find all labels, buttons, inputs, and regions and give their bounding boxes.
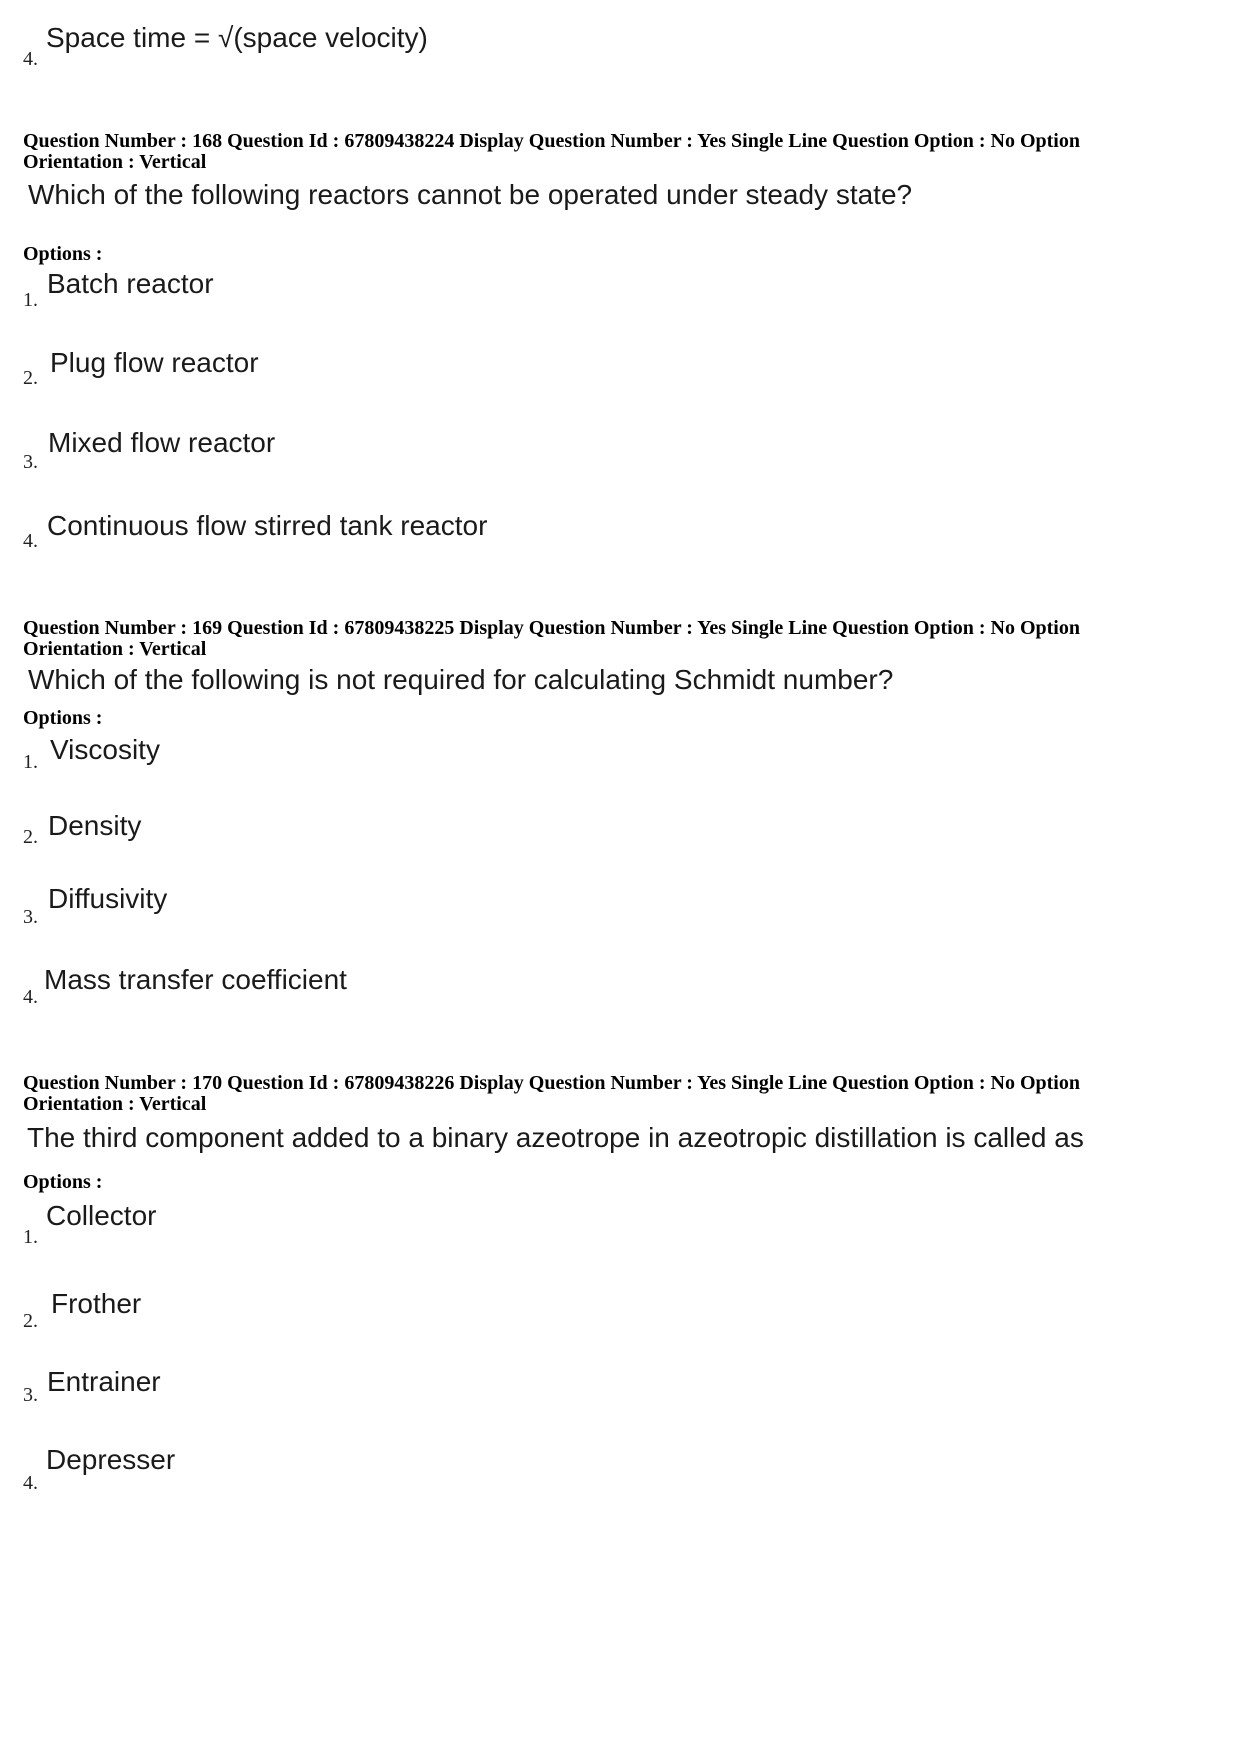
question-text: The third component added to a binary azeotrope in azeotropic distillation is called as [27, 1122, 1084, 1153]
question-metadata-line-2: Orientation : Vertical [23, 1093, 207, 1115]
option-number: 4. [23, 530, 38, 552]
options-label: Options : [23, 707, 103, 729]
option-number: 3. [23, 451, 38, 473]
option-text: Mass transfer coefficient [44, 964, 347, 995]
option-number: 2. [23, 367, 38, 389]
option-number: 1. [23, 289, 38, 311]
option-number: 4. [23, 1472, 38, 1494]
options-label: Options : [23, 1171, 103, 1193]
question-metadata [23, 618, 1213, 660]
option-text: Plug flow reactor [50, 347, 259, 378]
option-text: Continuous flow stirred tank reactor [47, 510, 488, 541]
option-text: Space time = √(space velocity) [46, 22, 428, 53]
option-text: Density [48, 810, 142, 841]
question-text: Which of the following reactors cannot be operated under steady state? [28, 179, 913, 210]
option-text: Frother [51, 1288, 142, 1319]
option-text: Diffusivity [48, 883, 168, 914]
question-metadata-line-1: Question Number : 170 Question Id : 67809438226 Display Question Number : Yes Single Line Question Option : No Option [23, 1072, 1080, 1094]
option-text: Collector [46, 1200, 157, 1231]
question-metadata-line-1: Question Number : 168 Question Id : 67809438224 Display Question Number : Yes Single Line Question Option : No Option [23, 130, 1080, 152]
option-number: 4. [23, 986, 38, 1008]
question-text: Which of the following is not required for calculating Schmidt number? [28, 664, 894, 695]
option-text: Depresser [46, 1444, 176, 1475]
question-metadata [23, 131, 1213, 173]
option-text: Entrainer [47, 1366, 161, 1397]
question-metadata-line-1: Question Number : 169 Question Id : 67809438225 Display Question Number : Yes Single Line Question Option : No Option [23, 617, 1080, 639]
option-text: Viscosity [50, 734, 160, 765]
option-number: 3. [23, 906, 38, 928]
question-metadata-line-2: Orientation : Vertical [23, 638, 207, 660]
option-number: 4. [23, 48, 38, 70]
option-number: 2. [23, 826, 38, 848]
option-text: Mixed flow reactor [48, 427, 276, 458]
options-label: Options : [23, 243, 103, 265]
option-number: 2. [23, 1310, 38, 1332]
option-number: 3. [23, 1384, 38, 1406]
option-number: 1. [23, 751, 38, 773]
option-number: 1. [23, 1226, 38, 1248]
option-text: Batch reactor [47, 268, 214, 299]
question-metadata [23, 1073, 1213, 1115]
question-metadata-line-2: Orientation : Vertical [23, 151, 207, 173]
